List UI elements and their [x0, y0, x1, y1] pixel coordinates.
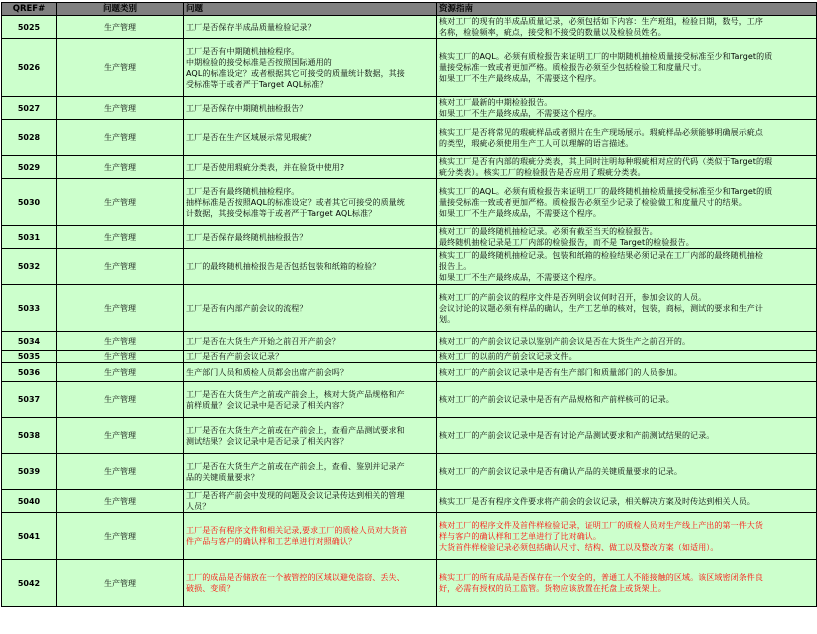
question-line: 计数据，其接受标准等于或者严于Target AQL标准？: [186, 208, 377, 218]
question-text: [184, 285, 437, 332]
guidance-line: 大货首件样检验记录必须包括确认尺寸、结构、做工以及整改方案（如适用）。: [439, 542, 719, 552]
question-line: 工厂是否有中期随机抽检程序。: [186, 46, 300, 56]
guidance-line: 核对工厂最新的中期检验报告。: [439, 98, 553, 107]
qref-id: 5035: [2, 351, 57, 363]
question-category: 生产管理: [57, 97, 184, 120]
guidance-line: 量接受标准一致或者更加严格。质检报告必须至少记录了检验做工和度量尺寸的结果。: [439, 197, 747, 207]
guidance-line: 名称，检验频率，疵点，接受和不接受的数量以及检验员姓名。: [439, 28, 666, 37]
guidance-line: 如果工厂不生产最终成品，不需要这个程序。: [439, 109, 601, 118]
question-line: 工厂是否有内部产前会议的流程？: [186, 303, 308, 313]
qref-id: 5027: [2, 97, 57, 120]
guidance-text: [437, 363, 817, 382]
table-row: [2, 351, 817, 363]
table-row: [2, 418, 817, 454]
question-text: [184, 97, 437, 120]
guidance-text: [437, 513, 817, 560]
question-line: 工厂是否将产前会中发现的问题及会议记录传达到相关的管理: [186, 491, 405, 500]
table-row: [2, 332, 817, 351]
guidance-line: 核实工厂是否将常见的瑕疵样品或者照片在生产现场展示。瑕疵样品必须能够明确展示疵点: [439, 127, 763, 137]
question-text: [184, 179, 437, 226]
question-line: 工厂的最终随机抽检报告是否包括包装和纸箱的检验？: [186, 262, 381, 271]
table-row: [2, 560, 817, 607]
table-row: [2, 363, 817, 382]
header-question: 问题: [184, 3, 437, 16]
question-category: 生产管理: [57, 513, 184, 560]
guidance-text: [437, 454, 817, 490]
qref-id: 5033: [2, 285, 57, 332]
guidance-line: 核对工厂的产前会议记录中是否有产品规格和产前样核可的记录。: [439, 395, 674, 404]
guidance-text: [437, 382, 817, 418]
question-category: 生产管理: [57, 363, 184, 382]
guidance-line: 如果工厂不生产最终成品，不需要这个程序。: [439, 208, 601, 218]
guidance-line: 核实工厂的最终随机抽检记录。包装和纸箱的检验结果必须记录在工厂内部的最终随机抽检: [439, 251, 763, 260]
guidance-line: 核对工厂的产前会议记录以鉴别产前会议是否在大货生产之前召开的。: [439, 336, 691, 346]
guidance-line: 核实工厂的AQL。必须有质检报告来证明工厂的最终随机抽检质量接受标准至少和Target的质: [439, 186, 773, 196]
guidance-line: 如果工厂不生产最终成品，不需要这个程序。: [439, 74, 601, 83]
question-text: [184, 156, 437, 179]
guidance-line: 核对工厂的以前的产前会议记录文件。: [439, 352, 577, 361]
table-row: [2, 16, 817, 39]
guidance-text: [437, 351, 817, 363]
question-line: AQL的标准设定？或者根据其它可接受的质量统计数据，其接: [186, 68, 405, 78]
question-line: 生产部门人员和质检人员都会出席产前会吗？: [186, 367, 348, 377]
qref-table: [1, 2, 817, 607]
guidance-line: 核对工厂的最终随机抽检记录。必须有截至当天的检验报告。: [439, 227, 658, 236]
question-text: [184, 16, 437, 39]
table-row: [2, 382, 817, 418]
table-row: [2, 179, 817, 226]
question-line: 前样质量？会议记录中是否记录了相关内容？: [186, 400, 348, 410]
question-line: 工厂是否保存半成品质量检验记录？: [186, 22, 316, 32]
question-line: 品的关键质量要求？: [186, 472, 259, 482]
question-category: 生产管理: [57, 454, 184, 490]
table-row: [2, 454, 817, 490]
guidance-line: 疵分类表）。核实工厂的检验报告是否应用了瑕疵分类表。: [439, 168, 646, 177]
guidance-line: 核对工厂的产前会议记录中是否有讨论产品测试要求和产前测试结果的记录。: [439, 431, 715, 440]
question-line: 工厂是否有最终随机抽检程序。: [186, 186, 300, 196]
question-line: 人员？: [186, 502, 211, 511]
question-category: 生产管理: [57, 332, 184, 351]
question-category: 生产管理: [57, 39, 184, 97]
guidance-text: [437, 249, 817, 285]
question-line: 测试结果？会议记录中是否记录了相关内容？: [186, 436, 348, 446]
qref-id: 5032: [2, 249, 57, 285]
question-line: 工厂是否在大货生产之前或产前会上，核对大货产品规格和产: [186, 389, 405, 399]
guidance-line: 的类型，瑕疵必须使用生产工人可以理解的语言描述。: [439, 138, 634, 148]
question-line: 工厂是否有程序文件和相关记录,要求工厂的质检人员对大货首: [186, 526, 408, 535]
guidance-text: [437, 285, 817, 332]
question-line: 抽样标准是否按照AQL的标准设定？或者其它可接受的质量统: [186, 197, 405, 207]
guidance-text: [437, 97, 817, 120]
qref-id: 5036: [2, 363, 57, 382]
question-text: [184, 513, 437, 560]
qref-id: 5029: [2, 156, 57, 179]
question-text: [184, 39, 437, 97]
qref-id: 5037: [2, 382, 57, 418]
table-row: [2, 226, 817, 249]
guidance-text: [437, 490, 817, 513]
question-category: 生产管理: [57, 156, 184, 179]
guidance-line: 划。: [439, 314, 456, 324]
guidance-line: 核对工厂的产前会议记录中是否有生产部门和质量部门的人员参加。: [439, 367, 682, 377]
qref-id: 5039: [2, 454, 57, 490]
guidance-text: [437, 179, 817, 226]
question-line: 受标准等于或者严于Target AQL标准？: [186, 79, 328, 89]
question-text: [184, 120, 437, 156]
question-category: 生产管理: [57, 285, 184, 332]
question-line: 工厂是否有产前会议记录？: [186, 352, 284, 361]
guidance-line: 报告上。: [439, 262, 472, 271]
header-qref: QREF#: [2, 3, 57, 16]
guidance-line: 核实工厂的AQL。必须有质检报告来证明工厂的中期随机抽检质量接受标准至少和Target的质: [439, 52, 773, 61]
table-row: [2, 285, 817, 332]
guidance-line: 核对工厂的产前会议的程序文件是否列明会议何时召开，参加会议的人员。: [439, 292, 707, 302]
question-category: 生产管理: [57, 249, 184, 285]
question-line: 破损、变质？: [186, 584, 235, 593]
question-text: [184, 490, 437, 513]
qref-id: 5026: [2, 39, 57, 97]
header-row: [2, 3, 817, 16]
guidance-line: 最终随机抽检记录是工厂内部的检验报告，而不是 Target的检验报告。: [439, 238, 694, 247]
question-text: [184, 249, 437, 285]
qref-id: 5040: [2, 490, 57, 513]
question-text: [184, 226, 437, 249]
guidance-text: [437, 39, 817, 97]
question-line: 工厂是否在大货生产之前或在产前会上，查看、鉴别并记录产: [186, 461, 405, 471]
table-row: [2, 156, 817, 179]
guidance-line: 核对工厂的现有的半成品质量记录，必须包括如下内容：生产班组，检验日期，数号，工序: [439, 17, 763, 26]
question-text: [184, 382, 437, 418]
table-row: [2, 120, 817, 156]
guidance-text: [437, 16, 817, 39]
table-row: [2, 513, 817, 560]
question-category: 生产管理: [57, 418, 184, 454]
guidance-line: 如果工厂不生产最终成品，不需要这个程序。: [439, 273, 601, 282]
question-line: 中期检验的接受标准是否按照国际通用的: [186, 57, 332, 67]
qref-id: 5031: [2, 226, 57, 249]
question-line: 工厂是否在生产区域展示常见瑕疵？: [186, 133, 316, 142]
qref-id: 5025: [2, 16, 57, 39]
table-row: [2, 490, 817, 513]
guidance-line: 核实工厂是否有程序文件要求将产前会的会议记录，相关解决方案及时传达到相关人员。: [439, 496, 755, 506]
guidance-line: 样与客户的确认样和工艺单进行了比对确认。: [439, 531, 601, 541]
table-row: [2, 97, 817, 120]
guidance-text: [437, 560, 817, 607]
question-line: 工厂是否保存最终随机抽检报告？: [186, 232, 308, 242]
guidance-line: 核实工厂是否有内部的瑕疵分类表，其上同时注明每种瑕疵相对应的代码（类似于Target的瑕: [439, 157, 773, 166]
question-text: [184, 363, 437, 382]
qref-id: 5038: [2, 418, 57, 454]
guidance-text: [437, 120, 817, 156]
question-category: 生产管理: [57, 382, 184, 418]
question-line: 件产品与客户的确认样和工艺单进行对照确认？: [186, 537, 357, 546]
table-row: [2, 249, 817, 285]
question-category: 生产管理: [57, 351, 184, 363]
question-line: 工厂是否在大货生产开始之前召开产前会？: [186, 336, 340, 346]
question-text: [184, 418, 437, 454]
question-category: 生产管理: [57, 16, 184, 39]
question-text: [184, 332, 437, 351]
question-text: [184, 454, 437, 490]
guidance-line: 会议讨论的议题必须有样品的确认，生产工艺单的核对，包装，商标，测试的要求和生产计: [439, 303, 763, 313]
header-guidance: 资源指南: [437, 3, 817, 16]
qref-id: 5030: [2, 179, 57, 226]
guidance-line: 核实工厂的所有成品是否保存在一个安全的，普通工人不能接触的区域。该区域密闭条件良: [439, 573, 763, 582]
guidance-line: 核对工厂的程序文件及首件样检验记录，证明工厂的质检人员对生产线上产出的第一件大货: [439, 520, 763, 530]
question-line: 工厂是否保存中期随机抽检报告？: [186, 103, 308, 113]
table-row: [2, 39, 817, 97]
guidance-text: [437, 418, 817, 454]
question-category: 生产管理: [57, 560, 184, 607]
question-line: 工厂的成品是否储放在一个被管控的区域以避免盗窃、丢失、: [186, 573, 405, 582]
qref-id: 5042: [2, 560, 57, 607]
question-line: 工厂是否使用瑕疵分类表，并在验货中使用?: [186, 162, 345, 172]
guidance-text: [437, 332, 817, 351]
question-category: 生产管理: [57, 226, 184, 249]
guidance-text: [437, 226, 817, 249]
question-category: 生产管理: [57, 179, 184, 226]
header-category: 问题类别: [57, 3, 184, 16]
qref-id: 5028: [2, 120, 57, 156]
guidance-line: 核对工厂的产前会议记录中是否有确认产品的关键质量要求的记录。: [439, 467, 682, 476]
qref-id: 5034: [2, 332, 57, 351]
question-category: 生产管理: [57, 490, 184, 513]
guidance-line: 好，必需有授权的员工监管。货物应该放置在托盘上或货架上。: [439, 584, 666, 593]
guidance-text: [437, 156, 817, 179]
question-text: [184, 560, 437, 607]
guidance-line: 量接受标准一致或者更加严格。质检报告必须至少包括检验工和度量尺寸。: [439, 63, 707, 72]
question-line: 工厂是否在大货生产之前或在产前会上，查看产品测试要求和: [186, 425, 405, 435]
question-category: 生产管理: [57, 120, 184, 156]
question-text: [184, 351, 437, 363]
qref-id: 5041: [2, 513, 57, 560]
